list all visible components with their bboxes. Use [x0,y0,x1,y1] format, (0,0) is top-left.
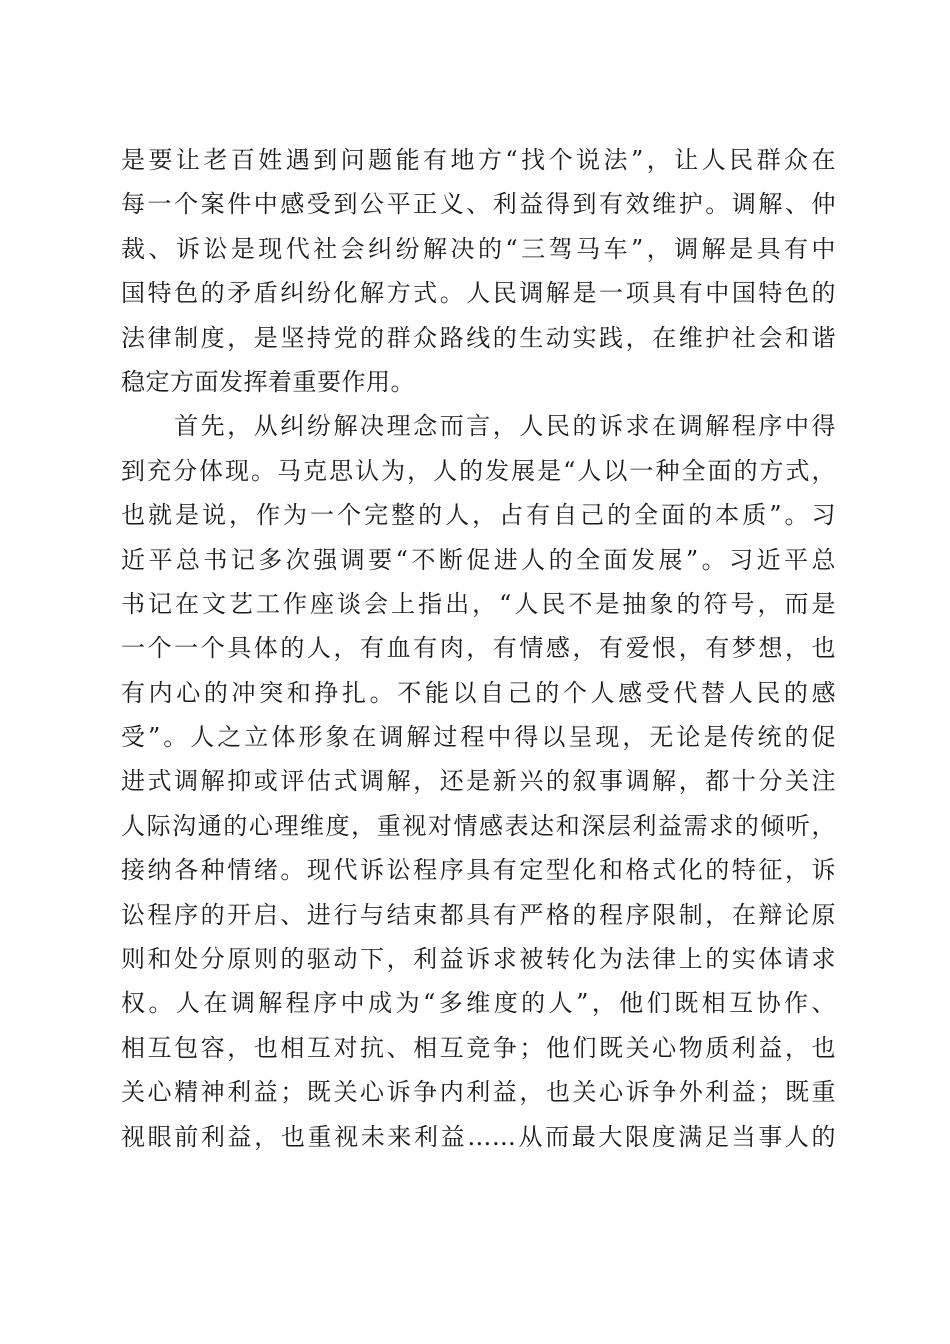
text-line: 书记在文艺工作座谈会上指出，“人民不是抽象的符号，而是 [121,589,836,618]
text-line: 有内心的冲突和挣扎。不能以自己的个人感受代替人民的感 [121,678,836,707]
text-line: 相互包容，也相互对抗、相互竞争；他们既关心物质利益，也 [121,1033,836,1062]
text-line: 国特色的矛盾纠纷化解方式。人民调解是一项具有中国特色的 [121,279,836,308]
text-line: 讼程序的开启、进行与结束都具有严格的程序限制，在辩论原 [121,900,836,929]
text-line: 也就是说，作为一个完整的人，占有自己的全面的本质”。习 [121,501,836,530]
text-line: 人际沟通的心理维度，重视对情感表达和深层利益需求的倾听， [121,811,836,840]
text-line: 进式调解抑或评估式调解，还是新兴的叙事调解，都十分关注 [121,767,836,796]
text-line: 近平总书记多次强调要“不断促进人的全面发展”。习近平总 [121,545,836,574]
text-line: 权。人在调解程序中成为“多维度的人”，他们既相互协作、 [121,989,836,1018]
text-line: 法律制度，是坚持党的群众路线的生动实践，在维护社会和谐 [121,323,836,352]
paragraph-start-line: 首先，从纠纷解决理念而言，人民的诉求在调解程序中得 [121,412,836,441]
text-line: 到充分体现。马克思认为，人的发展是“人以一种全面的方式， [121,456,836,485]
text-line: 则和处分原则的驱动下，利益诉求被转化为法律上的实体请求 [121,945,836,974]
text-line: 是要让老百姓遇到问题能有地方“找个说法”，让人民群众在 [121,146,836,174]
paragraph-end-line: 稳定方面发挥着重要作用。 [121,367,415,396]
body-text [121,138,836,1159]
text-line: 每一个案件中感受到公平正义、利益得到有效维护。调解、仲 [121,190,836,219]
text-line: 一个一个具体的人，有血有肉，有情感，有爱恨，有梦想，也 [121,634,836,663]
text-line: 视眼前利益，也重视未来利益……从而最大限度满足当事人的 [121,1122,836,1151]
text-line: 接纳各种情绪。现代诉讼程序具有定型化和格式化的特征，诉 [121,856,836,885]
text-line: 受”。人之立体形象在调解过程中得以呈现，无论是传统的促 [121,723,836,752]
text-line: 关心精神利益；既关心诉争内利益，也关心诉争外利益；既重 [121,1078,836,1107]
text-line: 裁、诉讼是现代社会纠纷解决的“三驾马车”，调解是具有中 [121,234,836,263]
